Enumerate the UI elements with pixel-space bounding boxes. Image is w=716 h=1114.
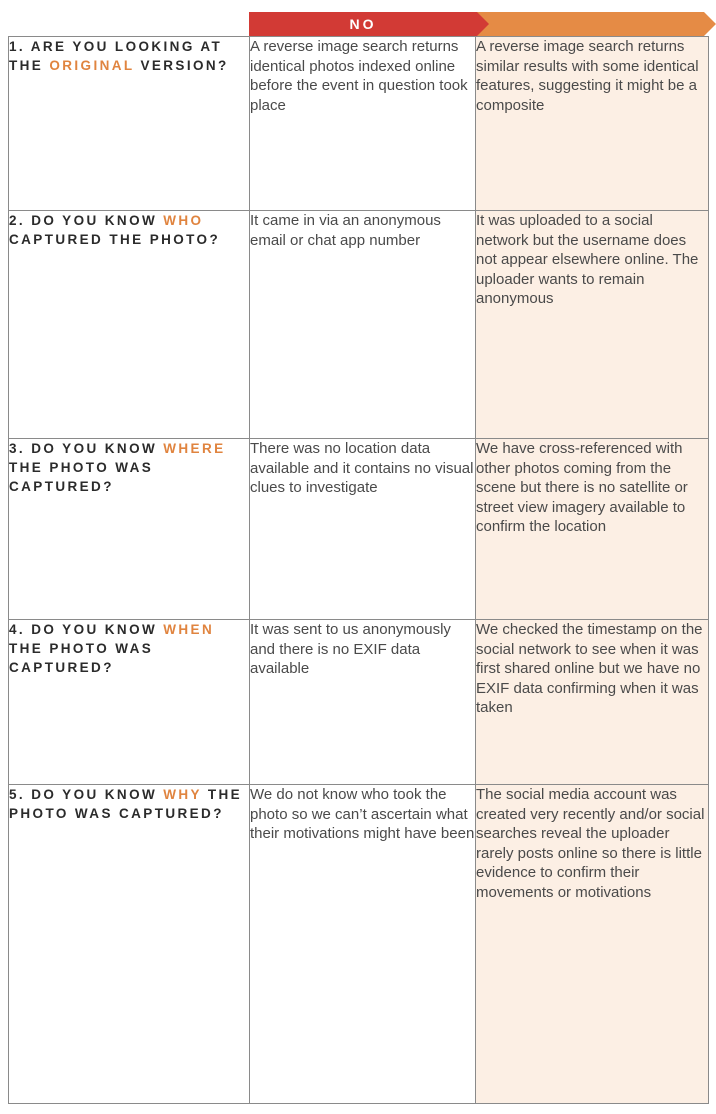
question-text: 5. DO YOU KNOW WHY THE PHOTO WAS CAPTURED? xyxy=(9,787,243,821)
answer-cell-no xyxy=(250,211,476,439)
question-cell xyxy=(9,620,250,785)
answer-cell-partial xyxy=(476,37,709,211)
question-keyword: WHY xyxy=(163,787,202,802)
answer-text: The social media account was created very recently and/or social searches reveal the uploader rarely posts online so there is little evidence to confirm their movements or motivations xyxy=(476,786,705,901)
question-keyword: WHEN xyxy=(163,622,215,637)
table-row xyxy=(9,37,709,211)
question-text: 3. DO YOU KNOW WHERE THE PHOTO WAS CAPTURED? xyxy=(9,441,226,494)
question-cell xyxy=(9,439,250,620)
answer-cell-no xyxy=(250,439,476,620)
question-keyword: WHO xyxy=(163,213,204,228)
table-row xyxy=(9,620,709,785)
answer-cell-partial xyxy=(476,211,709,439)
answer-text: We do not know who took the photo so we can’t ascertain what their motivations might have been xyxy=(250,786,475,842)
banner-orange-arrow xyxy=(471,12,716,36)
table-row xyxy=(9,439,709,620)
table-row xyxy=(9,211,709,439)
answer-text: We checked the timestamp on the social network to see when it was first shared online but we have no EXIF data confirming when it was taken xyxy=(476,621,703,716)
answer-text: A reverse image search returns identical photos indexed online before the event in question took place xyxy=(250,38,468,114)
question-cell xyxy=(9,37,250,211)
question-text: 4. DO YOU KNOW WHEN THE PHOTO WAS CAPTURED? xyxy=(9,622,215,675)
answer-text: It came in via an anonymous email or chat app number xyxy=(250,212,441,249)
table-row xyxy=(9,785,709,1104)
no-label: NO xyxy=(349,16,377,32)
answer-cell-no xyxy=(250,785,476,1104)
question-keyword: ORIGINAL xyxy=(49,58,135,73)
question-text: 1. ARE YOU LOOKING AT THE ORIGINAL VERSION? xyxy=(9,39,229,73)
answer-text: It was uploaded to a social network but the username does not appear elsewhere online. The uploader wants to remain anonymous xyxy=(476,212,699,307)
question-cell xyxy=(9,785,250,1104)
answer-text: It was sent to us anonymously and there is no EXIF data available xyxy=(250,621,451,677)
answer-cell-no xyxy=(250,620,476,785)
question-keyword: WHERE xyxy=(163,441,226,456)
answer-cell-partial xyxy=(476,439,709,620)
no-header-banner xyxy=(249,12,716,36)
answer-cell-partial xyxy=(476,785,709,1104)
answer-cell-no xyxy=(250,37,476,211)
answer-text: A reverse image search returns similar results with some identical features, suggesting it might be a composite xyxy=(476,38,699,114)
answer-text: We have cross-referenced with other photos coming from the scene but there is no satellite or street view imagery available to confirm the location xyxy=(476,440,688,535)
question-cell xyxy=(9,211,250,439)
verification-table xyxy=(8,36,709,1104)
question-text: 2. DO YOU KNOW WHO CAPTURED THE PHOTO? xyxy=(9,213,221,247)
answer-cell-partial xyxy=(476,620,709,785)
answer-text: There was no location data available and it contains no visual clues to investigate xyxy=(250,440,474,496)
